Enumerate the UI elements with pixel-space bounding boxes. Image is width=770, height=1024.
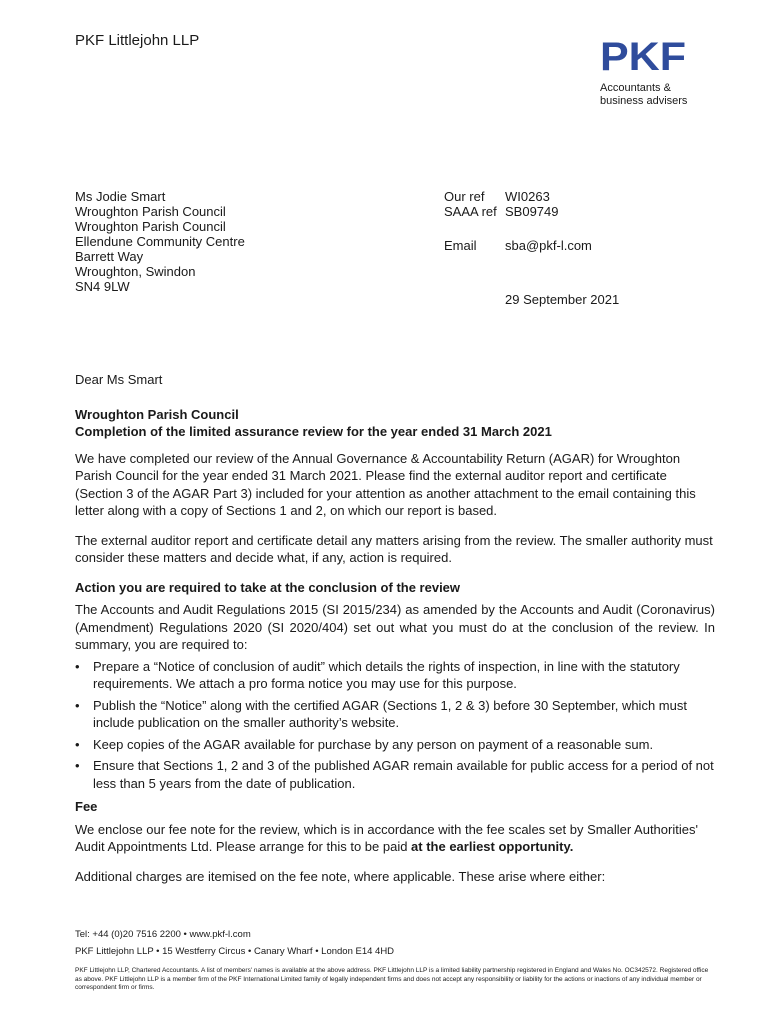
logo-tagline xyxy=(600,82,700,108)
our-ref-row xyxy=(444,189,592,204)
salutation: Dear Ms Smart xyxy=(75,372,163,387)
logo-text: PKF xyxy=(600,38,686,72)
saaa-ref-label: SAAA ref xyxy=(444,204,497,219)
fee-heading: Fee xyxy=(75,799,98,814)
our-ref-value: WI0263 xyxy=(505,189,550,204)
address-line: Ms Jodie Smart xyxy=(75,189,166,204)
firm-name: PKF Littlejohn LLP xyxy=(75,32,200,49)
tagline-line2: business advisers xyxy=(600,95,688,107)
list-item: • Ensure that Sections 1, 2 and 3 of the published AGAR remain available for public access for a period of not less than 5 years from the date of publication. xyxy=(75,757,715,792)
address-line: Wroughton, Swindon xyxy=(75,264,196,279)
subject-line: Completion of the limited assurance review for the year ended 31 March 2021 xyxy=(75,424,552,439)
footer-address: PKF Littlejohn LLP • 15 Westferry Circus • Canary Wharf • London E14 4HD xyxy=(75,946,395,957)
email-value: sba@pkf-l.com xyxy=(505,238,592,253)
reference-block xyxy=(444,189,592,253)
subject-line: Wroughton Parish Council xyxy=(75,406,239,422)
recipient-address xyxy=(75,189,245,294)
address-line: Wroughton Parish Council xyxy=(75,204,226,219)
our-ref-label: Our ref xyxy=(444,189,485,204)
subject-heading xyxy=(75,406,715,441)
letter-body xyxy=(75,371,715,897)
email-row xyxy=(444,238,592,253)
action-intro: The Accounts and Audit Regulations 2015 (SI 2015/234) as amended by the Accounts and Audit (Coronavirus) (Amendment) Regulations 2020 (SI 2020/404) set out what you must do at the conclusion of the review. In summary, you are required to: xyxy=(75,602,715,652)
saaa-ref-value: SB09749 xyxy=(505,204,559,219)
letter-date: 29 September 2021 xyxy=(505,292,620,307)
list-item: • Publish the “Notice” along with the certified AGAR (Sections 1, 2 & 3) before 30 September, which must include publication on the smaller authority’s website. xyxy=(75,697,715,732)
email-label: Email xyxy=(444,238,477,253)
address-line: SN4 9LW xyxy=(75,279,130,294)
report-paragraph: The external auditor report and certificate detail any matters arising from the review. The smaller authority must consider these matters and decide what, if any, action is required. xyxy=(75,532,713,565)
pkf-logo-mark xyxy=(600,38,686,72)
action-heading: Action you are required to take at the conclusion of the review xyxy=(75,579,461,595)
list-item: • Keep copies of the AGAR available for purchase by any person on payment of a reasonable sum. xyxy=(75,736,715,754)
fee-text: We enclose our fee note for the review, which is in accordance with the fee scales set by Smaller Authorities' Audit Appointments Ltd. Please arrange for this to be paid xyxy=(75,821,698,854)
address-line: Barrett Way xyxy=(75,249,144,264)
footer xyxy=(75,929,715,993)
requirements-list xyxy=(75,658,715,793)
footer-contact: Tel: +44 (0)20 7516 2200 • www.pkf-l.com xyxy=(75,929,251,940)
saaa-ref-row xyxy=(444,204,592,219)
footer-legal: PKF Littlejohn LLP, Chartered Accountants. A list of members' names is available at the above address. PKF Littlejohn LLP is a limited liability partnership registered in England and Wales No. OC342572. Registered office as above. PKF Littlejohn LLP is a member firm of the PKF International Limited family of legally independent firms and does not accept any responsibility or liability for the actions or inactions of any individual member or correspondent firm or firms. xyxy=(75,967,709,991)
list-item: • Prepare a “Notice of conclusion of audit” which details the rights of inspection, in line with the statutory requirements. We attach a pro forma notice you may use for this purpose. xyxy=(75,658,715,693)
tagline-line1: Accountants & xyxy=(600,82,671,94)
address-line: Wroughton Parish Council xyxy=(75,219,226,234)
address-line: Ellendune Community Centre xyxy=(75,234,245,249)
fee-emphasis: at the earliest opportunity. xyxy=(411,839,574,854)
review-paragraph: We have completed our review of the Annual Governance & Accountability Return (AGAR) for Wroughton Parish Council for the year ended 31 March 2021. Please find the external auditor report and certificate (Section 3 of the AGAR Part 3) included for your attention as another attachment to the email containing this letter along with a copy of Sections 1 and 2, on which our report is based. xyxy=(75,450,696,518)
additional-charges: Additional charges are itemised on the fee note, where applicable. These arise where either: xyxy=(75,868,606,884)
pkf-logo xyxy=(600,38,700,108)
fee-paragraph xyxy=(75,821,715,856)
